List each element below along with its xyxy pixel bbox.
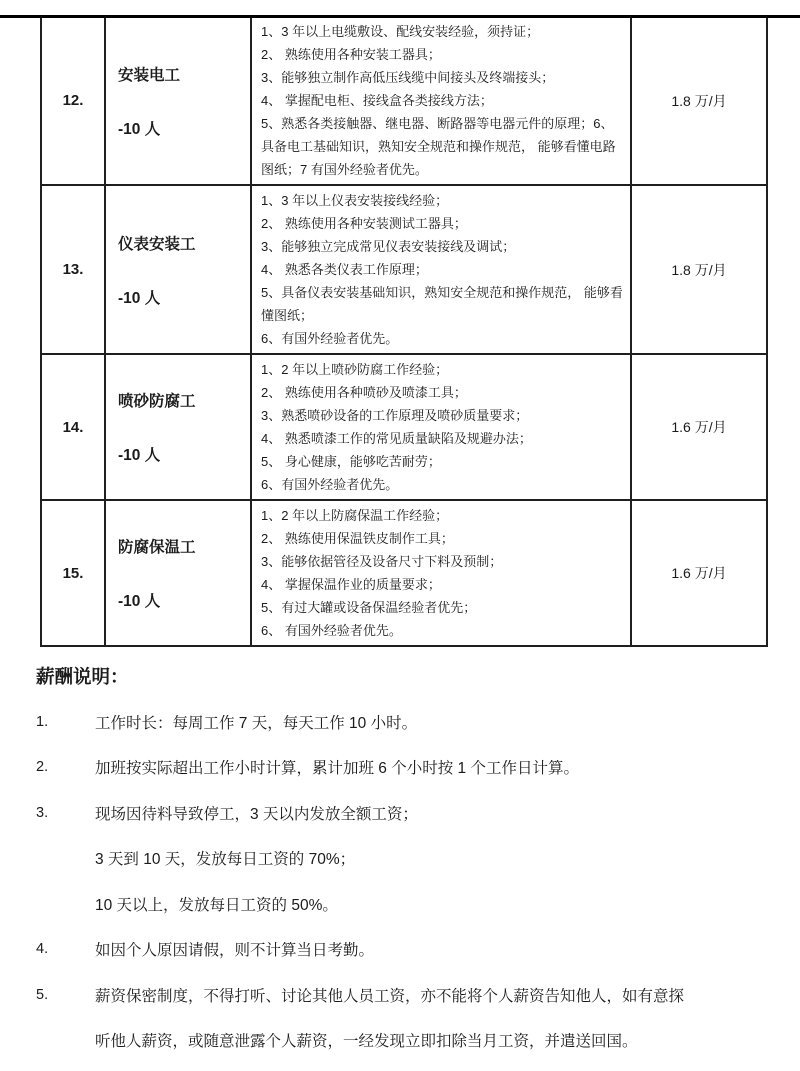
job-headcount: -10 人 — [118, 447, 161, 464]
job-salary: 1.6 万/月 — [671, 419, 727, 435]
job-title-cell — [105, 16, 251, 185]
job-requirements — [251, 185, 631, 354]
table-row — [41, 16, 767, 185]
requirement-line: 1、3 年以上仪表安装接线经验； — [261, 193, 449, 208]
job-requirements — [251, 16, 631, 185]
job-number: 15. — [62, 564, 84, 582]
note-item — [36, 699, 766, 745]
requirement-line: 2、 熟练使用各种安装工器具； — [261, 47, 441, 62]
requirement-line: 4、 掌握配电柜、接线盒各类接线方法； — [261, 93, 493, 108]
job-salary: 1.8 万/月 — [671, 261, 727, 278]
requirement-line: 2、 熟练使用各种喷砂及喷漆工具； — [261, 385, 467, 400]
job-number: 14. — [62, 418, 84, 436]
job-number: 12. — [62, 92, 84, 109]
job-title: 安装电工 — [118, 66, 181, 84]
table-row — [41, 500, 767, 646]
note-item-continuation — [36, 881, 766, 927]
note-number: 2. — [36, 759, 49, 776]
note-item-continuation — [36, 1018, 766, 1064]
job-table — [40, 15, 768, 647]
job-requirements — [251, 500, 631, 646]
notes-title: 薪酬说明： — [36, 666, 129, 687]
note-number: 3. — [36, 804, 49, 821]
requirement-line: 5、熟悉各类接触器、继电器、断路器等电器元件的原理；6、具备电工基础知识，熟知安全规范和操作规范， 能够看懂电路图纸；7 有国外经验者优先。 — [261, 116, 616, 177]
requirement-line: 5、具备仪表安装基础知识，熟知安全规范和操作规范， 能够看懂图纸； — [261, 285, 623, 323]
note-line: 10 天以上，发放每日工资的 50%。 — [95, 896, 338, 914]
table-row — [41, 354, 767, 500]
note-item-continuation — [36, 836, 766, 882]
job-title: 喷砂防腐工 — [118, 393, 196, 410]
requirement-line: 2、 熟练使用保温铁皮制作工具； — [261, 531, 454, 546]
requirement-line: 6、有国外经验者优先。 — [261, 331, 399, 346]
requirement-line: 3、能够独立制作高低压线缆中间接头及终端接头； — [261, 70, 555, 85]
note-item — [36, 745, 766, 791]
note-line: 工作时长：每周工作 7 天，每天工作 10 小时。 — [95, 714, 418, 732]
requirement-line: 6、有国外经验者优先。 — [261, 477, 399, 492]
job-title-cell — [105, 500, 251, 646]
salary-notes-section — [36, 665, 766, 1063]
requirement-line: 5、 身心健康，能够吃苦耐劳； — [261, 454, 441, 469]
note-item — [36, 927, 766, 973]
requirement-line: 4、 掌握保温作业的质量要求； — [261, 577, 441, 592]
note-line: 现场因待料导致停工，3 天以内发放全额工资； — [95, 805, 418, 823]
job-salary: 1.6 万/月 — [671, 565, 727, 581]
requirement-line: 1、2 年以上防腐保温工作经验； — [261, 508, 449, 523]
job-headcount: -10 人 — [118, 289, 161, 307]
note-line: 如因个人原因请假，则不计算当日考勤。 — [95, 942, 375, 960]
requirement-line: 4、 熟悉喷漆工作的常见质量缺陷及规避办法； — [261, 431, 532, 446]
requirement-line: 3、能够依据管径及设备尺寸下料及预制； — [261, 554, 503, 569]
job-title-cell — [105, 185, 251, 354]
note-line: 薪资保密制度，不得打听、讨论其他人员工资，亦不能将个人薪资告知他人，如有意探 — [95, 987, 685, 1005]
requirement-line: 6、 有国外经验者优先。 — [261, 623, 402, 638]
note-number: 5. — [36, 986, 49, 1003]
job-title: 仪表安装工 — [118, 235, 196, 253]
requirement-line: 3、熟悉喷砂设备的工作原理及喷砂质量要求； — [261, 408, 529, 423]
job-title-cell — [105, 354, 251, 500]
job-title: 防腐保温工 — [118, 539, 196, 556]
requirement-line: 3、能够独立完成常见仪表安装接线及调试； — [261, 239, 516, 254]
note-item — [36, 972, 766, 1018]
job-number: 13. — [62, 261, 84, 278]
note-number: 1. — [36, 713, 49, 730]
note-number: 4. — [36, 941, 49, 958]
requirement-line: 5、有过大罐或设备保温经验者优先； — [261, 600, 477, 615]
requirement-line: 4、 熟悉各类仪表工作原理； — [261, 262, 428, 277]
page-top-rule — [0, 15, 800, 18]
table-row — [41, 185, 767, 354]
note-item — [36, 790, 766, 836]
job-headcount: -10 人 — [118, 593, 161, 610]
job-headcount: -10 人 — [118, 120, 161, 138]
requirement-line: 1、3 年以上电缆敷设、配线安装经验，须持证； — [261, 24, 540, 39]
note-line: 加班按实际超出工作小时计算，累计加班 6 个小时按 1 个工作日计算。 — [95, 760, 579, 778]
job-requirements — [251, 354, 631, 500]
document-page — [0, 15, 800, 1063]
job-salary: 1.8 万/月 — [671, 92, 727, 109]
requirement-line: 2、 熟练使用各种安装测试工器具； — [261, 216, 467, 231]
note-line: 3 天到 10 天，发放每日工资的 70%； — [95, 851, 356, 869]
requirement-line: 1、2 年以上喷砂防腐工作经验； — [261, 362, 449, 377]
note-line: 听他人薪资，或随意泄露个人薪资，一经发现立即扣除当月工资，并遣送回国。 — [95, 1033, 638, 1051]
